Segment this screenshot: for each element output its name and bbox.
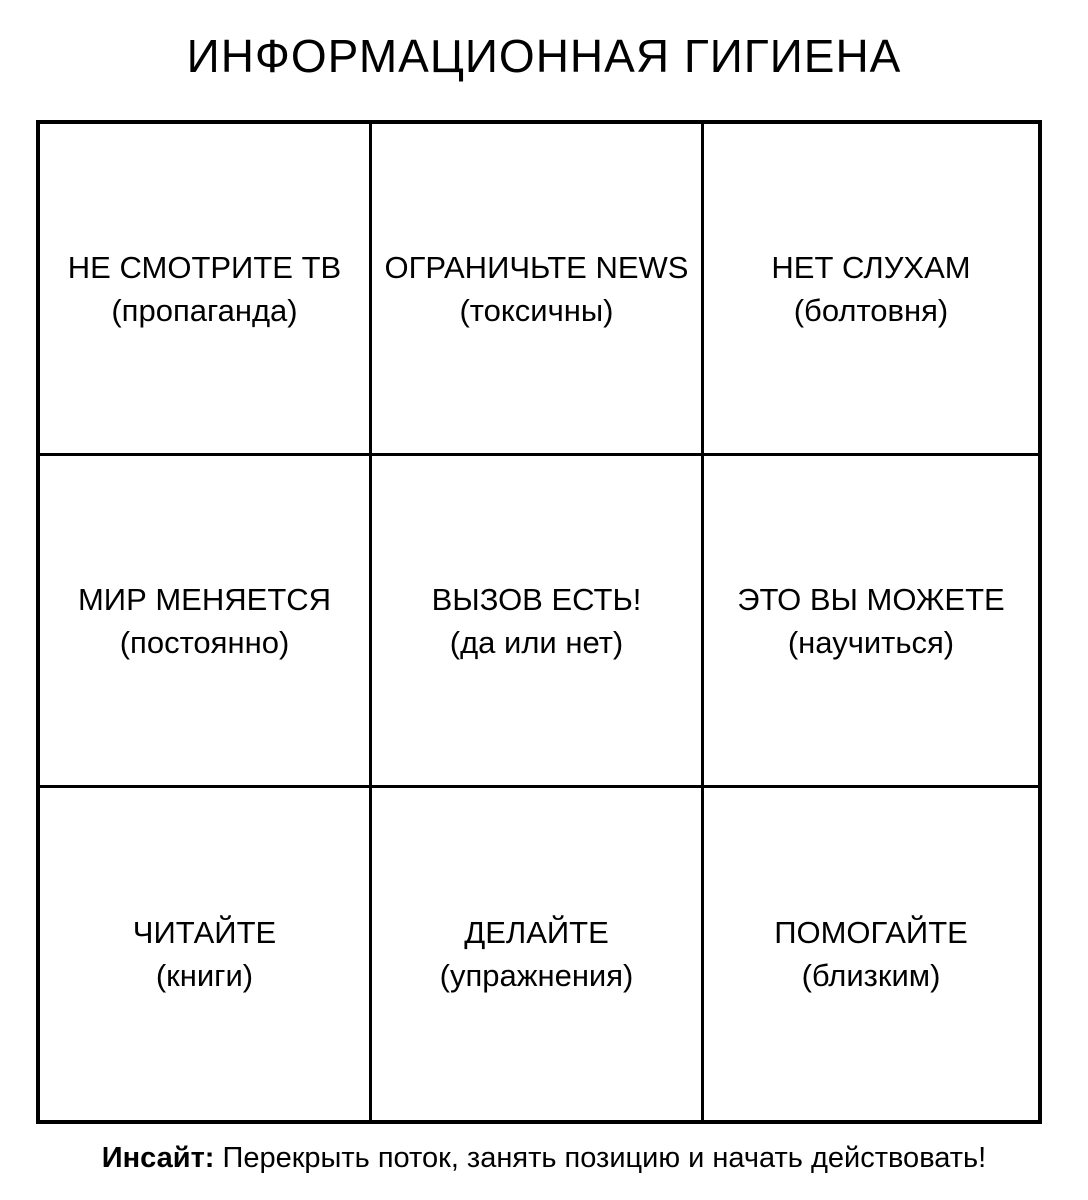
cell-title: ЭТО ВЫ МОЖЕТЕ [737,581,1005,617]
cell-subtitle: (близким) [801,958,941,993]
cell-subtitle: (да или нет) [449,624,624,660]
cell-subtitle: (книги) [155,958,254,993]
grid-cell-do [372,788,704,1120]
grid-cell-no-rumors [704,124,1038,456]
grid-cell-challenge [372,456,704,788]
cell-title: ДЕЛАЙТЕ [464,915,609,950]
grid-cell-read [40,788,372,1120]
cell-subtitle: (пропаганда) [111,292,298,328]
grid-cell-no-tv [40,124,372,456]
cell-title: НЕ СМОТРИТЕ ТВ [67,249,342,285]
insight-label: Инсайт: [101,1142,215,1174]
cell-subtitle: (болтовня) [793,292,949,328]
diagram-title: ИНФОРМАЦИОННАЯ ГИГИЕНА [186,30,902,82]
grid-cell-limit-news [372,124,704,456]
insight-line [0,1136,1088,1180]
grid-cell-you-can [704,456,1038,788]
cell-title: ЧИТАЙТЕ [132,915,277,950]
cell-subtitle: (постоянно) [119,624,290,660]
insight-text: Перекрыть поток, занять позицию и начать действовать! [214,1142,987,1174]
cell-title: ВЫЗОВ ЕСТЬ! [431,581,642,617]
cell-title: ПОМОГАЙТЕ [774,915,968,950]
cell-subtitle: (упражнения) [439,958,634,993]
cell-subtitle: (научиться) [787,624,955,660]
cell-subtitle: (токсичны) [459,292,614,328]
cell-title: МИР МЕНЯЕТСЯ [77,581,332,617]
grid-cell-world-changes [40,456,372,788]
cell-title: ОГРАНИЧЬТЕ NEWS [384,249,689,285]
hygiene-grid [36,120,1042,1124]
grid-cell-help [704,788,1038,1120]
cell-title: НЕТ СЛУХАМ [771,249,971,285]
